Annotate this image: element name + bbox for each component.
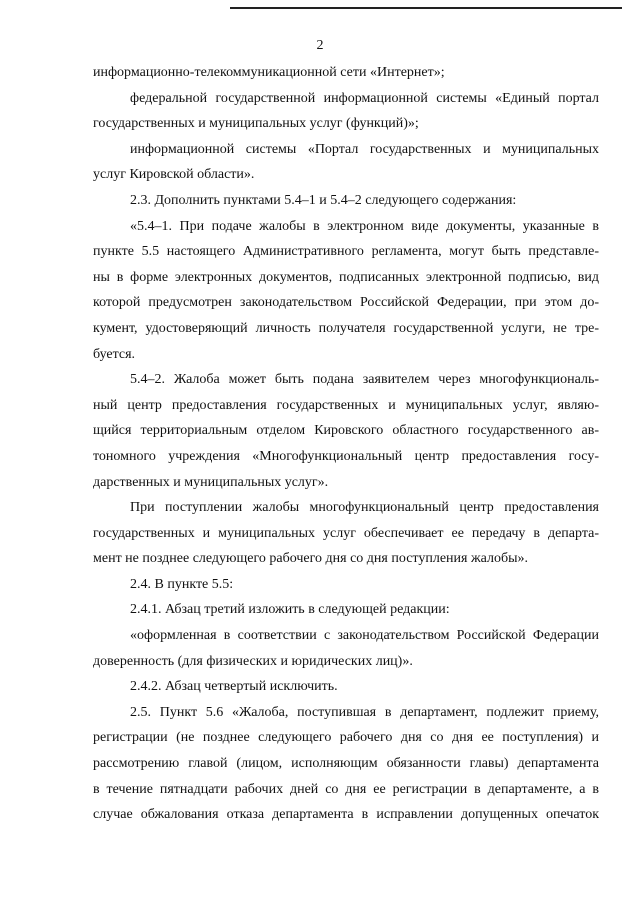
- text-line: доверенность (для физических и юридических лиц)».: [93, 653, 413, 669]
- text-line: в течение пятнадцати рабочих дней со дня ее регистрации в департаменте, а в: [93, 781, 599, 797]
- text-line: которой предусмотрен законодательством Российской Федерации, при этом до-: [93, 295, 599, 311]
- text-line: дарственных и муниципальных услуг».: [93, 474, 329, 490]
- document-body: [93, 60, 599, 828]
- text-line: пункте 5.5 настоящего Административного регламента, могут быть представле-: [93, 244, 599, 260]
- text-line: 2.5. Пункт 5.6 «Жалоба, поступившая в департамент, подлежит приему,: [130, 704, 599, 720]
- text-line: регистрации (не позднее следующего рабочего дня со дня ее поступления) и: [93, 730, 599, 746]
- text-line: щийся территориальным отделом Кировского областного государственного ав-: [93, 423, 599, 439]
- text-line: мент не позднее следующего рабочего дня со дня поступления жалобы».: [93, 551, 528, 567]
- text-line: ный центр предоставления государственных и муниципальных услуг, являю-: [93, 397, 599, 413]
- text-line: ны в форме электронных документов, подписанных электронной подписью, вид: [93, 269, 599, 285]
- text-line: 2.4.1. Абзац третий изложить в следующей редакции:: [130, 602, 450, 618]
- text-line: услуг Кировской области».: [93, 167, 255, 183]
- text-line: 2.4. В пункте 5.5:: [130, 576, 234, 592]
- text-line: 2.3. Дополнить пунктами 5.4–1 и 5.4–2 следующего содержания:: [130, 192, 517, 208]
- text-line: 5.4–2. Жалоба может быть подана заявителем через многофункциональ-: [130, 372, 599, 388]
- text-line: тономного учреждения «Многофункциональный центр предоставления госу-: [93, 448, 599, 464]
- text-line: государственных и муниципальных услуг обеспечивает ее передачу в департа-: [93, 525, 599, 541]
- text-line: информационно-телекоммуникационной сети «Интернет»;: [93, 65, 445, 80]
- text-line: «оформленная в соответствии с законодательством Российской Федерации: [130, 628, 599, 644]
- text-line: случае обжалования отказа департамента в исправлении допущенных опечаток: [93, 807, 599, 823]
- text-line: При поступлении жалобы многофункциональный центр предоставления: [130, 500, 599, 516]
- text-line: 2.4.2. Абзац четвертый исключить.: [130, 679, 338, 695]
- text-line: «5.4–1. При подаче жалобы в электронном виде документы, указанные в: [130, 218, 599, 234]
- text-line: буется.: [93, 346, 136, 362]
- top-rule: [230, 7, 622, 9]
- page-number: 2: [316, 38, 324, 53]
- text-line: государственных и муниципальных услуг (функций)»;: [93, 116, 419, 132]
- text-line: рассмотрению главой (лицом, исполняющим обязанности главы) департамента: [93, 756, 599, 772]
- text-line: кумент, удостоверяющий личность получателя государственной услуги, не тре-: [93, 320, 599, 336]
- text-line: информационной системы «Портал государственных и муниципальных: [130, 141, 599, 157]
- text-line: федеральной государственной информационной системы «Единый портал: [130, 90, 599, 106]
